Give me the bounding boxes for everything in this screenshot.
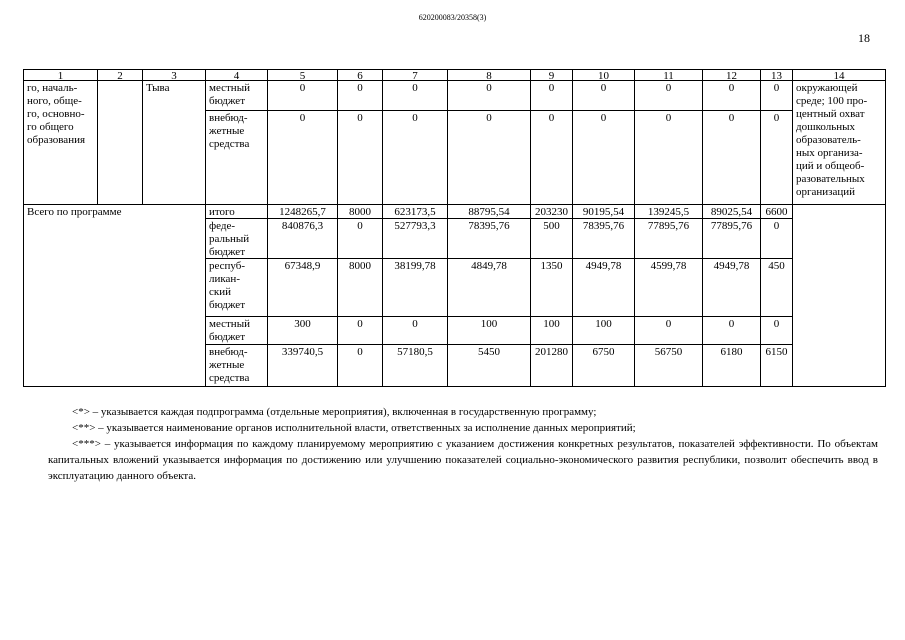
value-cell: 0 xyxy=(760,110,793,205)
total-label-cell: Всего по программе xyxy=(23,204,206,387)
funding-source-cell: внебюд- жетные средства xyxy=(205,110,268,205)
header-cell: 3 xyxy=(142,69,206,81)
value-cell: 0 xyxy=(634,80,703,111)
value-cell: 0 xyxy=(760,316,793,345)
value-cell: 0 xyxy=(572,110,635,205)
value-cell: 0 xyxy=(337,80,383,111)
value-cell: 0 xyxy=(572,80,635,111)
region-cell: Тыва xyxy=(142,80,206,205)
value-cell: 78395,76 xyxy=(447,218,531,259)
document-id: 620200083/20358(3) xyxy=(418,13,487,22)
value-cell: 201280 xyxy=(530,344,573,387)
value-cell: 67348,9 xyxy=(267,258,338,317)
value-cell: 77895,76 xyxy=(702,218,761,259)
value-cell: 1248265,7 xyxy=(267,204,338,219)
value-cell: 4949,78 xyxy=(572,258,635,317)
value-cell: 57180,5 xyxy=(382,344,448,387)
header-cell: 7 xyxy=(382,69,448,81)
value-cell: 77895,76 xyxy=(634,218,703,259)
value-cell: 0 xyxy=(760,80,793,111)
value-cell: 0 xyxy=(702,110,761,205)
value-cell: 4599,78 xyxy=(634,258,703,317)
row-name-cell: го, началь- ного, обще- го, основно- го общего образования xyxy=(23,80,98,205)
value-cell: 38199,78 xyxy=(382,258,448,317)
value-cell: 0 xyxy=(267,110,338,205)
value-cell: 0 xyxy=(382,316,448,345)
value-cell: 0 xyxy=(267,80,338,111)
value-cell: 339740,5 xyxy=(267,344,338,387)
value-cell: 0 xyxy=(382,80,448,111)
value-cell: 0 xyxy=(530,80,573,111)
footnotes xyxy=(48,404,878,484)
footnote-1: <*> – указывается каждая подпрограмма (отдельные мероприятия), включенная в государственную программу; xyxy=(72,406,597,418)
value-cell: 8000 xyxy=(337,204,383,219)
value-cell: 0 xyxy=(447,110,531,205)
header-cell: 10 xyxy=(572,69,635,81)
header-cell: 13 xyxy=(760,69,793,81)
value-cell: 4949,78 xyxy=(702,258,761,317)
value-cell: 6180 xyxy=(702,344,761,387)
header-cell: 1 xyxy=(23,69,98,81)
header-cell: 2 xyxy=(97,69,143,81)
value-cell: 5450 xyxy=(447,344,531,387)
value-cell: 500 xyxy=(530,218,573,259)
header-cell: 9 xyxy=(530,69,573,81)
value-cell: 90195,54 xyxy=(572,204,635,219)
header-cell: 11 xyxy=(634,69,703,81)
value-cell: 6600 xyxy=(760,204,793,219)
page-number: 18 xyxy=(858,31,870,45)
value-cell: 78395,76 xyxy=(572,218,635,259)
footnote-2: <**> – указывается наименование органов исполнительной власти, ответственных за исполнение данных мероприятий; xyxy=(72,422,636,434)
value-cell: 139245,5 xyxy=(634,204,703,219)
footnote-3: <***> – указывается информация по каждому планируемому мероприятию с указанием достижения конкретных результатов, показателей эффективности. По объектам капитальных вложений указывается информация по достижению или улучшению показателей социально-экономического развития республики, позволит обеспечить ввод в эксплуатацию данного объекта. xyxy=(48,438,878,482)
value-cell: 450 xyxy=(760,258,793,317)
value-cell: 0 xyxy=(702,316,761,345)
value-cell: 0 xyxy=(337,110,383,205)
header-cell: 14 xyxy=(792,69,886,81)
value-cell: 0 xyxy=(634,316,703,345)
funding-source-cell: местный бюджет xyxy=(205,316,268,345)
result-cell: окружающей среде; 100 про- центный охват дошкольных образователь- ных организа- ций и общеоб- разовательных организаций xyxy=(792,80,886,205)
value-cell: 100 xyxy=(447,316,531,345)
value-cell: 0 xyxy=(634,110,703,205)
header-cell: 8 xyxy=(447,69,531,81)
value-cell: 840876,3 xyxy=(267,218,338,259)
value-cell: 6150 xyxy=(760,344,793,387)
result-cell xyxy=(792,204,886,387)
value-cell: 0 xyxy=(447,80,531,111)
value-cell: 1350 xyxy=(530,258,573,317)
value-cell: 300 xyxy=(267,316,338,345)
value-cell: 89025,54 xyxy=(702,204,761,219)
value-cell: 100 xyxy=(572,316,635,345)
value-cell: 0 xyxy=(337,344,383,387)
funding-source-cell: респуб- ликан- ский бюджет xyxy=(205,258,268,317)
value-cell: 0 xyxy=(702,80,761,111)
funding-source-cell: феде- ральный бюджет xyxy=(205,218,268,259)
value-cell: 0 xyxy=(530,110,573,205)
value-cell: 100 xyxy=(530,316,573,345)
value-cell: 203230 xyxy=(530,204,573,219)
value-cell: 0 xyxy=(337,218,383,259)
funding-source-cell: местный бюджет xyxy=(205,80,268,111)
funding-source-cell: итого xyxy=(205,204,268,219)
funding-source-cell: внебюд- жетные средства xyxy=(205,344,268,387)
header-cell: 6 xyxy=(337,69,383,81)
value-cell: 56750 xyxy=(634,344,703,387)
header-cell: 12 xyxy=(702,69,761,81)
value-cell: 0 xyxy=(382,110,448,205)
value-cell: 8000 xyxy=(337,258,383,317)
value-cell: 0 xyxy=(760,218,793,259)
header-cell: 5 xyxy=(267,69,338,81)
value-cell: 88795,54 xyxy=(447,204,531,219)
header-cell: 4 xyxy=(205,69,268,81)
executor-cell xyxy=(97,80,143,205)
value-cell: 527793,3 xyxy=(382,218,448,259)
value-cell: 6750 xyxy=(572,344,635,387)
value-cell: 4849,78 xyxy=(447,258,531,317)
value-cell: 0 xyxy=(337,316,383,345)
value-cell: 623173,5 xyxy=(382,204,448,219)
